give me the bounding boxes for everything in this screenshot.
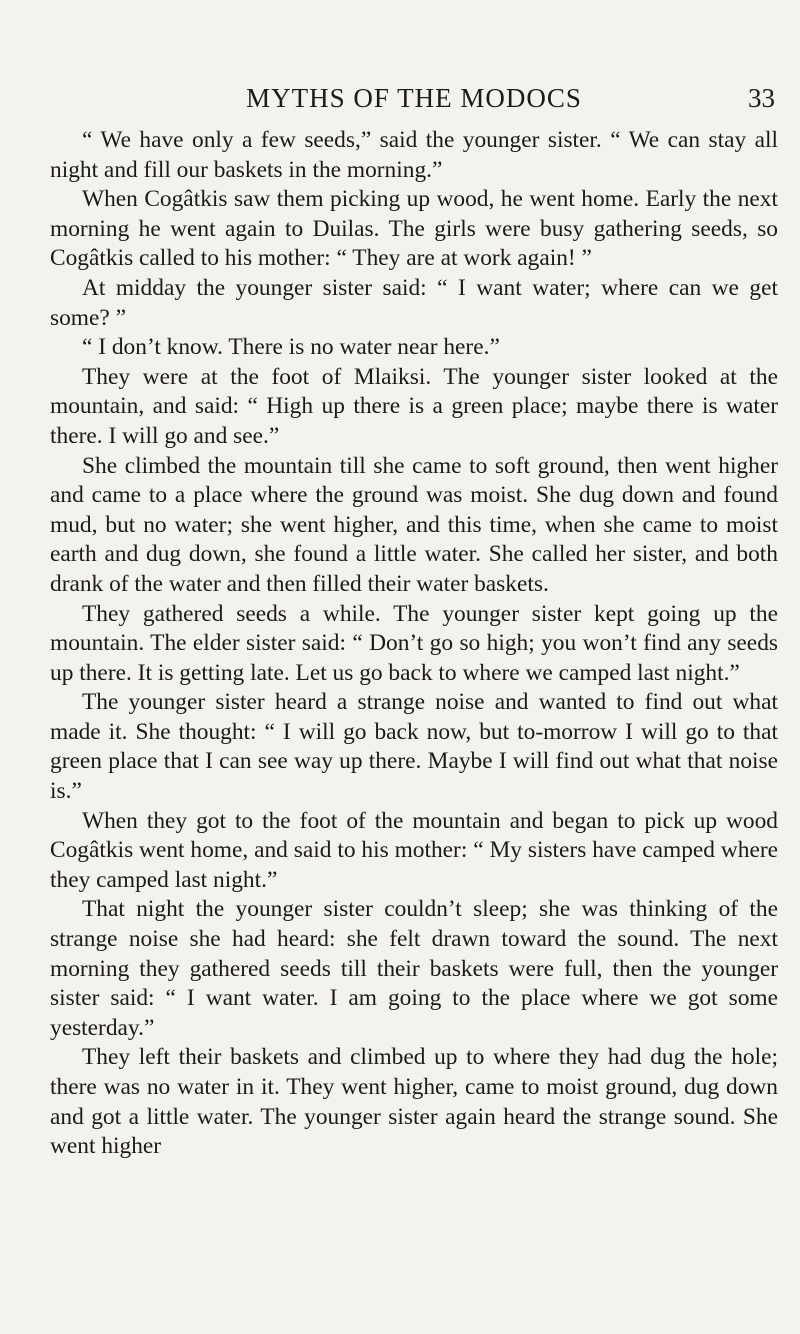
book-page — [50, 0, 778, 1334]
paragraph: They left their baskets and climbed up to where they had dug the hole; there was no water in it. They went higher, came to moist ground, dug down and got a little water. The younger sister again heard the strange sound. She went higher — [50, 1044, 778, 1160]
paragraph: She climbed the mountain till she came to soft ground, then went higher and came to a place where the ground was moist. She dug down and found mud, but no water; she went higher, and this time, when she came to moist earth and dug down, she found a little water. She called her sister, and both drank of the water and then filled their water baskets. — [50, 452, 778, 597]
page-number: 33 — [748, 83, 775, 113]
body-text — [50, 126, 778, 1162]
paragraph: When they got to the foot of the mountain and began to pick up wood Cogâtkis went home, and said to his mother: “ My sisters have camped where they camped last night.” — [50, 807, 778, 893]
paragraph: “ We have only a few seeds,” said the younger sister. “ We can stay all night and fill our baskets in the morning.” — [50, 127, 778, 183]
paragraph: The younger sister heard a strange noise and wanted to find out what made it. She thought: “ I will go back now, but to-morrow I will go to that green place that I can see way up there. Maybe I will find out what that noise is.” — [50, 689, 778, 805]
running-title: MYTHS OF THE MODOCS — [246, 83, 582, 113]
paragraph: When Cogâtkis saw them picking up wood, he went home. Early the next morning he went again to Duilas. The girls were busy gathering seeds, so Cogâtkis called to his mother: “ They are at work again! ” — [50, 186, 778, 272]
paragraph: “ I don’t know. There is no water near here.” — [82, 334, 500, 361]
running-head — [50, 83, 778, 117]
paragraph: They gathered seeds a while. The younger sister kept going up the mountain. The elder sister said: “ Don’t go so high; you won’t find any seeds up there. It is getting late. Let us go back to where we camped last night.” — [50, 600, 778, 686]
paragraph: At midday the younger sister said: “ I want water; where can we get some? ” — [50, 274, 778, 331]
paragraph: That night the younger sister couldn’t sleep; she was thinking of the strange noise she had heard: she felt drawn toward the sound. The next morning they gathered seeds till their baskets were full, then the younger sister said: “ I want water. I am going to the place where we got some yesterday.” — [50, 896, 778, 1041]
paragraph: They were at the foot of Mlaiksi. The younger sister looked at the mountain, and said: “ High up there is a green place; maybe there is water there. I will go and see.” — [50, 363, 778, 449]
